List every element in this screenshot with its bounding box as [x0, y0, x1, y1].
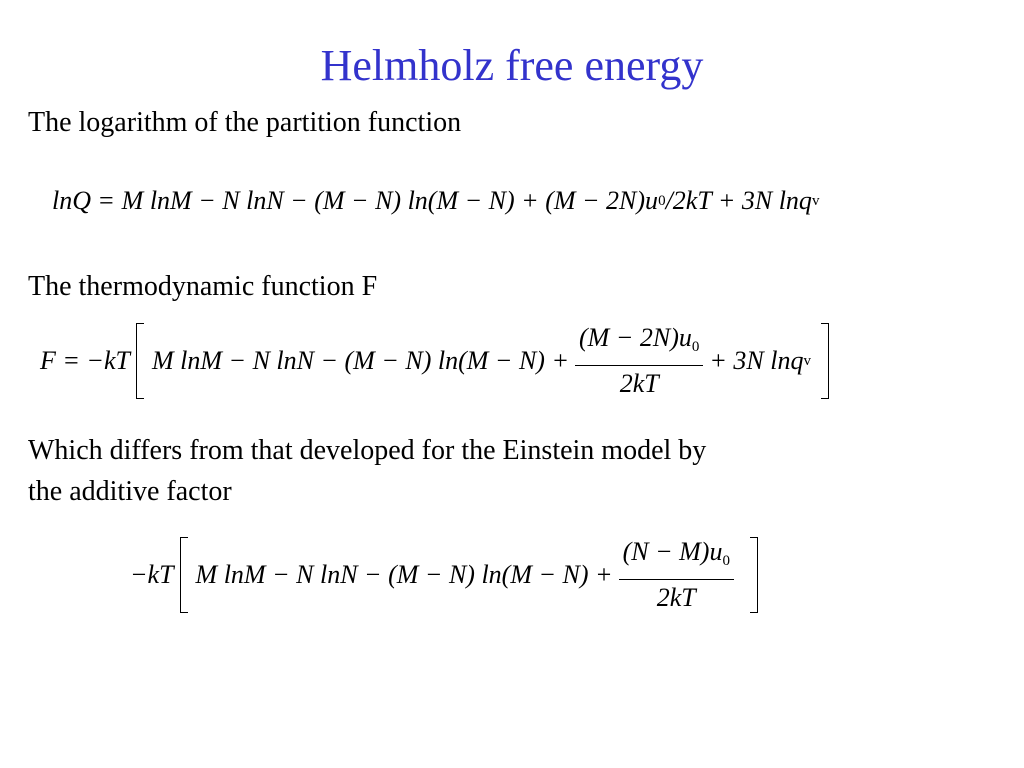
eq2-fraction [575, 323, 703, 399]
additive-factor-equation [130, 537, 758, 613]
eq3-body: M lnM − N lnN − (M − N) ln(M − N) + [195, 560, 613, 589]
einstein-text-line2: the additive factor [28, 476, 232, 507]
eq2-frac-num: (M − 2N)u [579, 323, 692, 352]
partition-function-equation [52, 186, 819, 216]
einstein-text-line1: Which differs from that developed for the Einstein model by [28, 435, 707, 466]
eq1-rhs-part1: M lnM − N lnN − (M − N) ln(M − N) + (M − 2N)u [121, 186, 659, 215]
eq3-right-bracket [750, 537, 758, 613]
eq2-body: M lnM − N lnN − (M − N) ln(M − N) + [151, 346, 570, 375]
eq1-sub-0: 0 [658, 192, 666, 209]
eq3-frac-num: (N − M)u [622, 537, 723, 566]
eq1-equals: = [99, 186, 114, 215]
eq2-lhs: F = −kT [40, 346, 130, 375]
eq2-frac-den: 2kT [619, 369, 659, 398]
eq2-tail: + 3N lnq [709, 346, 804, 375]
eq3-left-bracket [180, 537, 188, 613]
slide-title: Helmholz free energy [320, 41, 704, 90]
thermo-text: The thermodynamic function F [28, 271, 378, 302]
helmholtz-equation [40, 323, 829, 399]
eq3-fraction [619, 537, 734, 613]
eq2-right-bracket [821, 323, 829, 399]
intro-text: The logarithm of the partition function [28, 107, 462, 138]
eq3-frac-num-sub: 0 [722, 553, 730, 569]
eq2-frac-num-sub: 0 [691, 339, 700, 355]
eq3-lhs: −kT [130, 560, 174, 589]
eq1-rhs-part2: /2kT + 3N lnq [665, 186, 812, 215]
eq1-sub-v: v [811, 192, 820, 209]
eq3-frac-den: 2kT [656, 583, 696, 612]
eq1-lhs: lnQ [52, 186, 91, 215]
eq2-left-bracket [136, 323, 144, 399]
eq2-tail-sub: v [803, 352, 812, 369]
